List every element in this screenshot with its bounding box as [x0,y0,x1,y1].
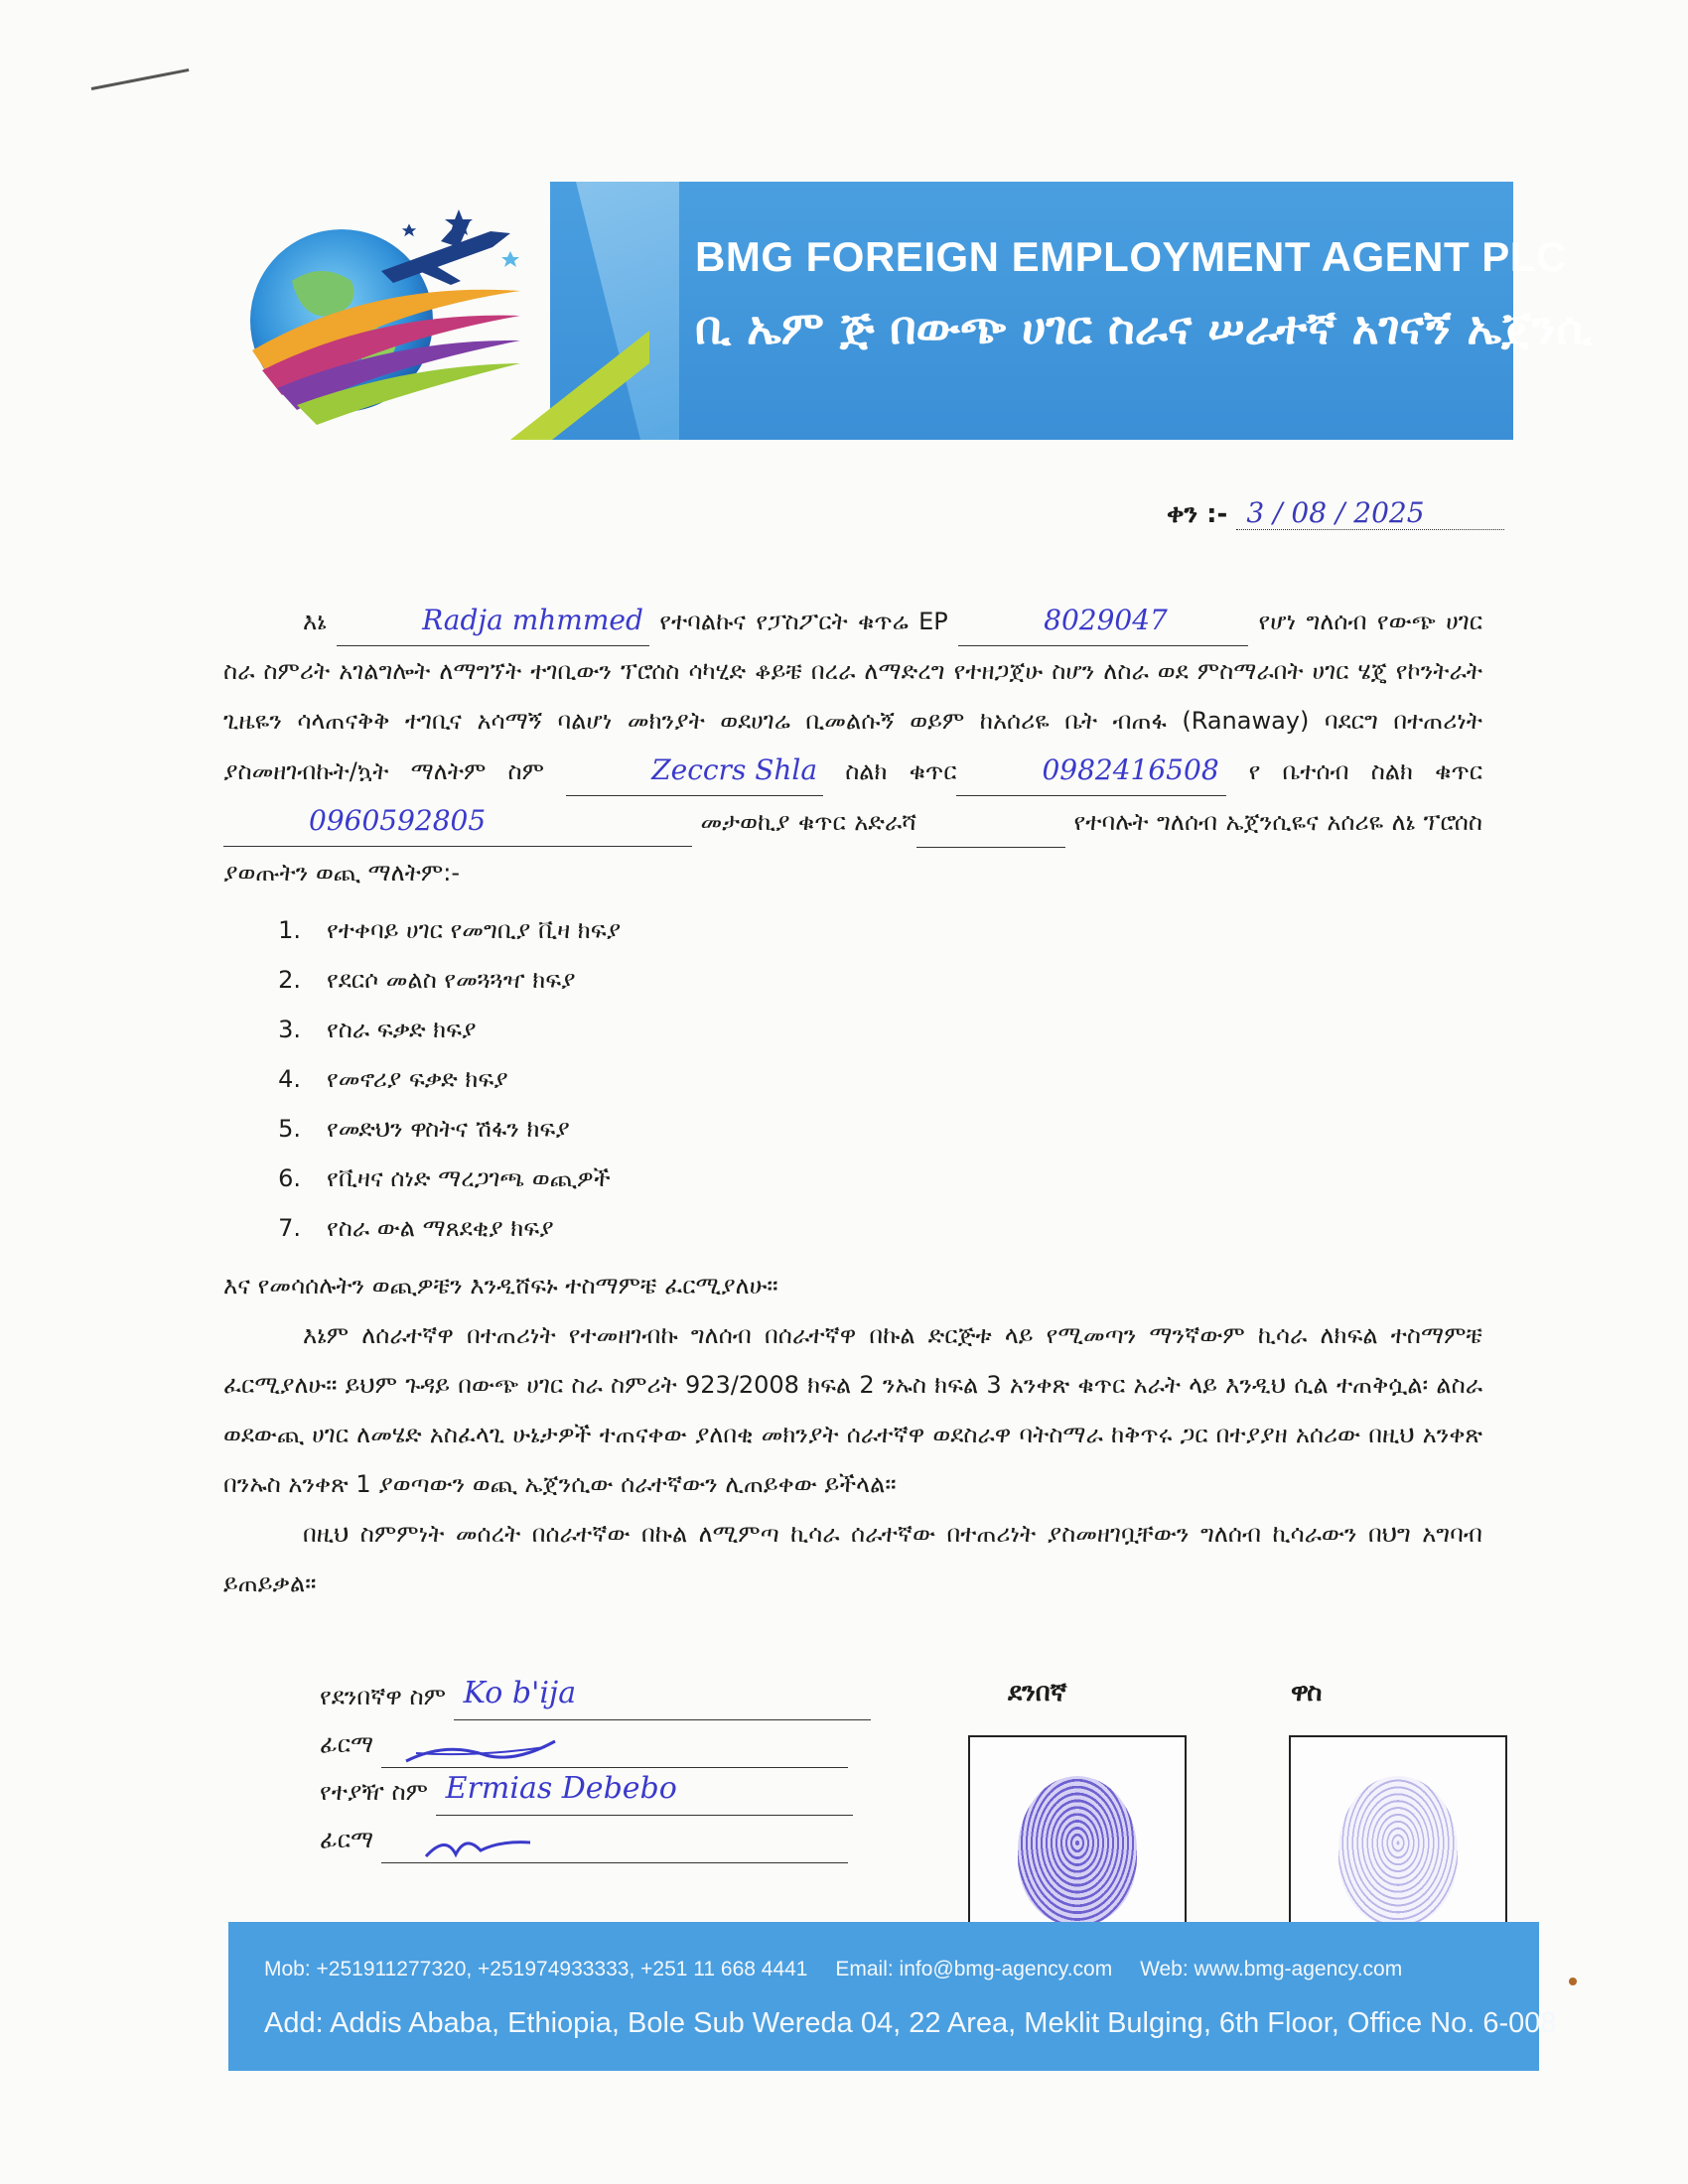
passport-number-field: 8029047 [958,596,1248,646]
list-item [223,1154,1482,1203]
list-number: 5. [278,1115,301,1143]
footer-address: Add: Addis Ababa, Ethiopia, Bole Sub Wereda 04, 22 Area, Meklit Bulging, 6th Floor, Office No. 6-008 [264,2007,1557,2039]
signature-block [320,1673,915,1863]
address-blank [916,797,1065,848]
paragraph-consent: እና የመሳሰሉትን ወጪዎቼን እንዲሸፍኑ ተስማምቼ ፈርሚያለሁ። [223,1272,778,1299]
witness-name-row [320,1768,915,1816]
list-item [223,905,1482,955]
list-item [223,955,1482,1005]
witness-name-label: የተያዥ ስም [320,1778,429,1806]
client-fingerprint-label: ደንበኛ [1008,1678,1067,1707]
scan-speck [1569,1978,1577,1985]
witness-signature-row [320,1816,915,1863]
company-name-amharic: ቢ ኤም ጅ በውጭ ሀገር ስራና ሠራተኛ አገናኝ ኤጀንሲ [695,301,1593,354]
agreement-body [223,596,1482,1608]
signature-label: ፊርማ [320,1826,374,1853]
text-fragment: እኔ [303,608,327,635]
guarantor-fingerprint-label: ዋስ [1291,1678,1323,1707]
signature-label: ፊርማ [320,1730,374,1758]
client-name-row [320,1673,915,1720]
handwritten-signature-icon [401,1733,560,1767]
footer-contacts [264,1958,1424,1981]
fee-list [223,905,1482,1253]
text-fragment: የተባልኩና የፓስፖርት ቁጥሬ EP [659,608,948,635]
list-text: የስራ ውል ማጸደቂያ ክፍያ [327,1214,554,1242]
list-text: የቪዛና ሰነድ ማረጋገጫ ወጪዎች [327,1164,611,1192]
list-number: 7. [278,1214,301,1242]
list-text: የደርሶ መልስ የመጓጓዣ ክፍያ [327,966,576,994]
letterhead-footer [228,1922,1557,2071]
guarantor-name-field: Zeccrs Shla [566,746,823,796]
globe-airplane-logo-icon [222,202,550,430]
text-fragment: የሆነ ግለሰብ የውጭ ሀገር ስራ ስምሪት አገልግሎት ለማግኘት ተገቢውን ፕሮሰስ ሳካሂድ ቆይቼ በረራ ለማድረግ የተዘጋጀሁ ስሆን ለስራ ወደ ምስማራበት ሀገር ሄጄ የኮንትራት ጊዜዬን ሳላጠናቅቅ ተገቢና አሳማኝ ባልሆነ መክንያት ወደሀገሬ ቢመልሱኝ ወይም ከአሰሪዬ ቤት ብጠፋ (Ranaway) ባደርግ በተጠሪነት ያስመዘገብኩት/ኳት ማለትም ስም [223,608,1482,785]
date-value: 3 / 08 / 2025 [1236,496,1504,530]
list-number: 3. [278,1016,301,1043]
list-item [223,1104,1482,1154]
list-number: 2. [278,966,301,994]
company-name-english: BMG FOREIGN EMPLOYMENT AGENT PLC [695,233,1567,280]
list-text: የስራ ፍቃድ ክፍያ [327,1016,477,1043]
letterhead-banner [212,182,1593,440]
paragraph-liability: እኔም ለሰራተኛዋ በተጠሪነት የተመዘገብኩ ግለሰብ በሰራተኛዋ በኩል ድርጅቱ ላይ የሚመጣን ማንኛውም ኪሳራ ለክፍል ተስማምቼ ፈርሚያለሁ። ይህም ጉዳይ በውጭ ሀገር ስራ ስምሪት 923/2008 ክፍል 2 ንኡስ ክፍል 3 አንቀጽ ቁጥር አራት ላይ እንዲህ ሲል ተጠቅሷል፡ ልስራ ወደውጪ ሀገር ለመሄድ አስፈላጊ ሁኔታዎች ተጠናቀው ያለበቂ መክንያት ሰራተኛዋ ወደስራዋ ባትስማራ ከቅጥሩ ጋር በተያያዘ አሰሪው በዚህ አንቀጽ በንኡስ አንቀጽ 1 ያወጣውን ወጪ ኤጀንሲው ሰራተኛውን ሊጠይቀው ይችላል። [223,1321,1482,1498]
witness-name-value: Ermias Debebo [445,1771,677,1806]
handwritten-signature-icon [421,1829,540,1862]
guarantor-phone-field: 0982416508 [956,746,1226,796]
paragraph-declaration [223,596,1482,897]
text-fragment: የተባሉት ግለሰብ ኤጀንሲዬና አሰሪዬ ለኔ ፕሮሰስ ያወጡትን ወጪ ማለትም:- [223,808,1482,887]
list-text: የመድህን ዋስትና ሽፋን ክፍያ [327,1115,570,1143]
applicant-name-field: Radja mhmmed [337,596,649,646]
date-label: ቀን :- [1167,499,1228,529]
list-number: 6. [278,1164,301,1192]
list-number: 4. [278,1065,301,1093]
list-text: የመኖሪያ ፍቃድ ክፍያ [327,1065,508,1093]
list-number: 1. [278,916,301,944]
fingerprint-icon [1018,1776,1137,1925]
text-fragment: መታወኪያ ቁጥር [700,808,846,836]
text-fragment: አድራሻ [854,808,917,836]
list-item [223,1005,1482,1054]
text-fragment: የ ቤተሰብ ስልክ ቁጥር [1248,757,1482,785]
client-name-value: Ko b'ija [463,1676,577,1710]
family-phone-field: 0960592805 [223,796,692,847]
paragraph-legal-claim: በዚህ ስምምነት መሰረት በሰራተኛው በኩል ለሚምጣ ኪሳራ ሰራተኛው በተጠሪነት ያስመዘገቧቸውን ግለሰብ ኪሳራውን በህግ አግባብ ይጠይቃል። [223,1520,1482,1597]
witness-signature-line [381,1829,848,1863]
list-item [223,1054,1482,1104]
client-signature-row [320,1720,915,1768]
client-signature-line [381,1733,848,1768]
list-text: የተቀባይ ሀገር የመግቢያ ቪዛ ክፍያ [327,916,622,944]
fingerprint-icon [1338,1776,1458,1925]
date-row [1167,496,1504,530]
footer-email: Email: info@bmg-agency.com [835,1958,1113,1980]
footer-web: Web: www.bmg-agency.com [1140,1958,1403,1980]
witness-name-line [436,1771,853,1816]
client-name-label: የደንበኛዋ ስም [320,1683,447,1710]
client-name-line [454,1676,871,1720]
list-item [223,1203,1482,1253]
text-fragment: ስልክ ቁጥር [845,757,957,785]
footer-phone: Mob: +251911277320, +251974933333, +251 11 668 4441 [264,1958,808,1980]
scan-mark [91,68,190,90]
